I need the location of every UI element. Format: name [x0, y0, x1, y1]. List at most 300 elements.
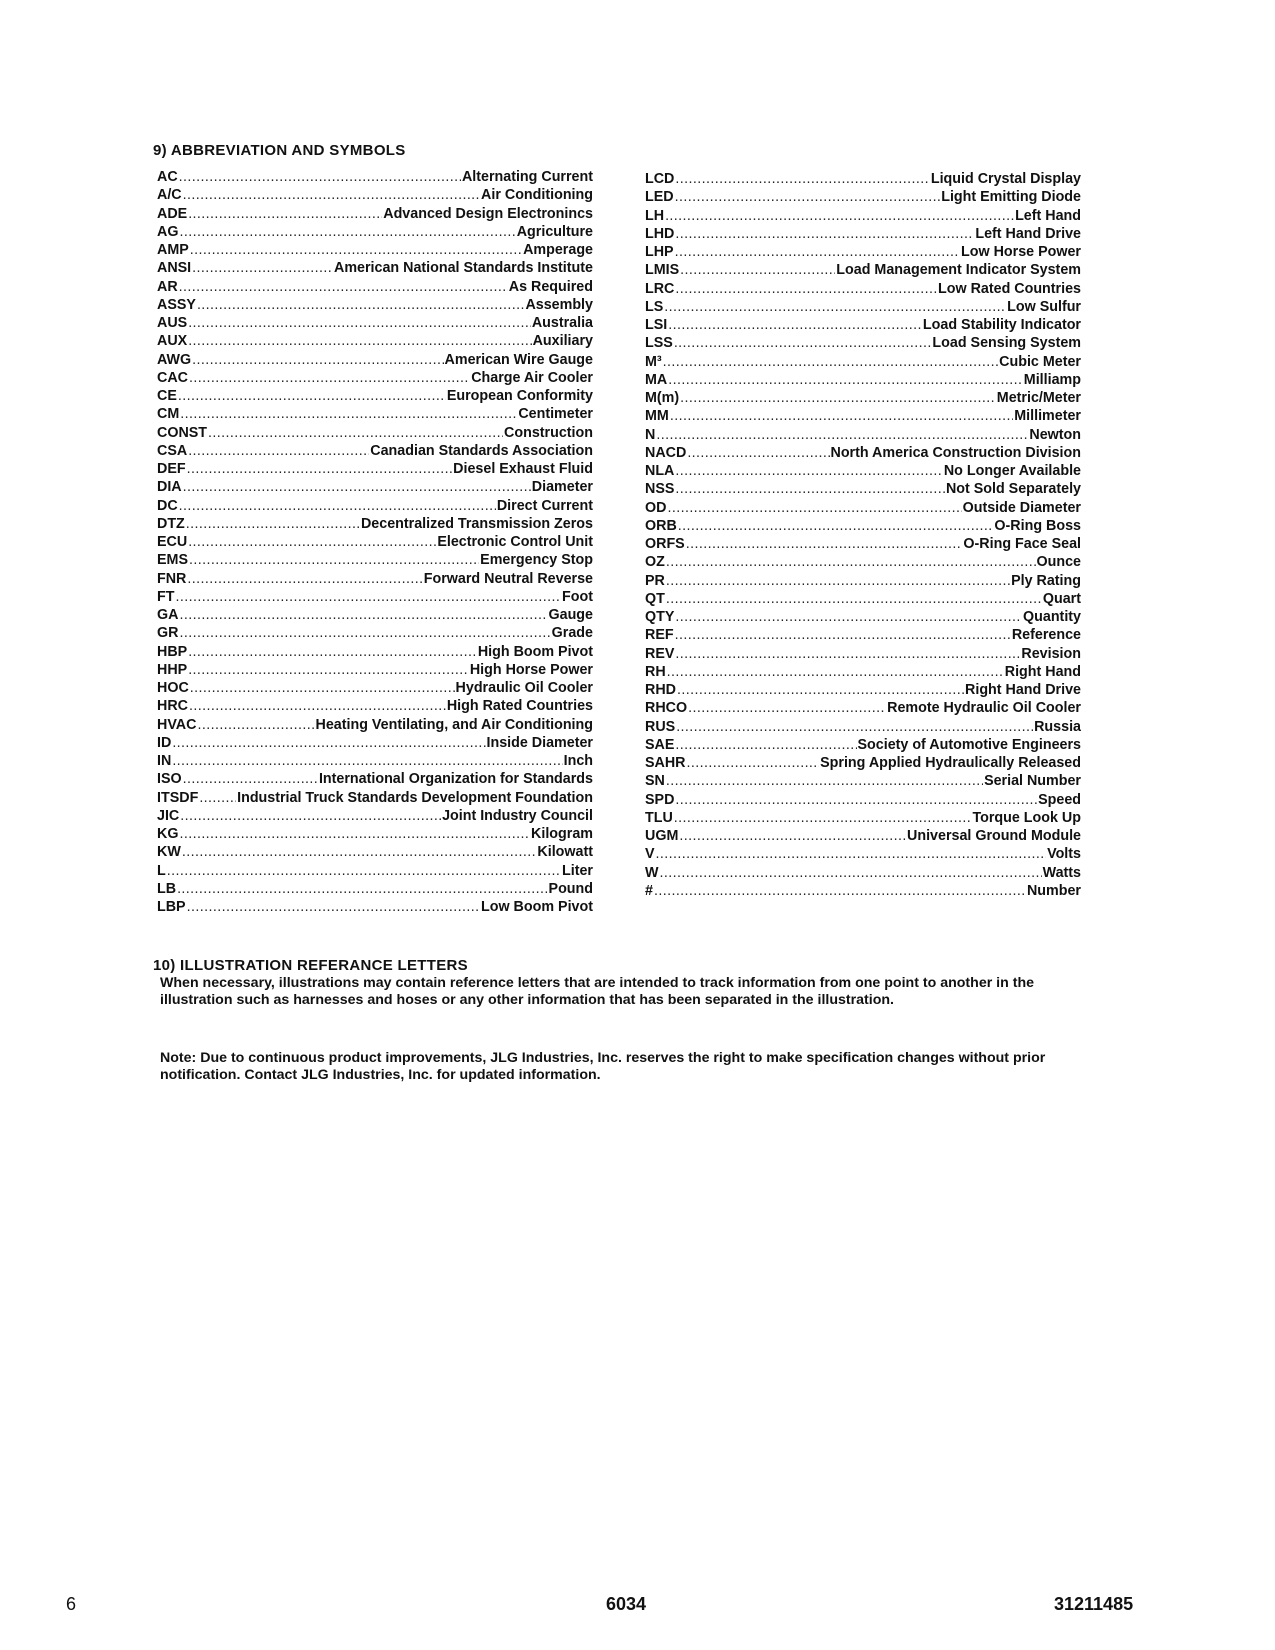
abbreviation-entry — [157, 843, 593, 861]
abbreviation-entry — [157, 643, 593, 661]
abbreviation-entry — [645, 791, 1081, 809]
dot-leader — [188, 442, 369, 460]
abbreviation-meaning: Inch — [563, 753, 593, 769]
dot-leader — [679, 827, 906, 845]
abbreviation: QTY — [645, 609, 675, 625]
abbreviation: AC — [157, 169, 178, 185]
abbreviation: LHP — [645, 244, 674, 260]
abbreviation: M³ — [645, 353, 662, 370]
abbreviation: HOC — [157, 680, 189, 696]
dot-leader — [179, 497, 496, 515]
abbreviation-meaning: Not Sold Separately — [945, 481, 1081, 498]
abbreviation-meaning: High Boom Pivot — [477, 643, 593, 660]
dot-leader — [172, 752, 562, 770]
abbreviation-meaning: O-Ring Boss — [994, 517, 1081, 534]
dot-leader — [182, 843, 537, 861]
abbreviation-entry — [157, 716, 593, 734]
abbreviation-entry — [157, 314, 593, 332]
abbreviation-entry — [645, 444, 1081, 462]
dot-leader — [186, 515, 360, 533]
abbreviation: M(m) — [645, 390, 680, 406]
abbreviation-meaning: European Conformity — [446, 388, 593, 404]
dot-leader — [188, 643, 477, 661]
abbreviation-entry — [157, 551, 593, 569]
abbreviation-entry — [645, 407, 1081, 425]
dot-leader — [675, 736, 856, 754]
abbreviation: PR — [645, 572, 665, 589]
dot-leader — [192, 259, 333, 277]
abbreviation-entry — [645, 280, 1081, 298]
abbreviation-entry — [645, 188, 1081, 206]
dot-leader — [675, 188, 941, 206]
abbreviation-entry — [157, 661, 593, 679]
abbreviation-entry — [157, 278, 593, 296]
dot-leader — [208, 424, 503, 442]
abbreviation-meaning: Number — [1026, 882, 1081, 899]
abbreviation-entry — [157, 789, 593, 807]
specification-note: Note: Due to continuous product improvements, JLG Industries, Inc. reserves the right to make specification changes without prior notification. Contact JLG Industries, Inc. for updated information. — [160, 1050, 1046, 1083]
abbreviation: NSS — [645, 481, 675, 498]
dot-leader — [675, 170, 929, 188]
abbreviation: CONST — [157, 424, 208, 441]
abbreviation-meaning: High Rated Countries — [446, 698, 593, 715]
abbreviation-entry — [645, 499, 1081, 517]
abbreviation: LSI — [645, 317, 668, 333]
dot-leader — [189, 551, 479, 569]
abbreviation-entry — [157, 515, 593, 533]
dot-leader — [667, 499, 961, 517]
abbreviation-meaning: American Wire Gauge — [444, 351, 593, 368]
abbreviation-entry — [157, 679, 593, 697]
abbreviation-entry — [645, 207, 1081, 225]
abbreviation-meaning: Diameter — [531, 479, 593, 496]
abbreviation-meaning: Advanced Design Electronincs — [383, 205, 593, 222]
abbreviation: ANSI — [157, 260, 192, 277]
abbreviation: MM — [645, 408, 669, 425]
abbreviation: HBP — [157, 643, 188, 660]
abbreviation: DC — [157, 497, 178, 514]
abbreviation-meaning: Liter — [562, 862, 593, 879]
abbreviation-entry — [645, 334, 1081, 352]
dot-leader — [667, 663, 1004, 681]
abbreviation: KG — [157, 826, 179, 842]
dot-leader — [666, 572, 1010, 590]
abbreviation-meaning: Australia — [531, 315, 593, 331]
dot-leader — [188, 661, 469, 679]
abbreviation-meaning: Russia — [1034, 718, 1081, 735]
abbreviation-entry — [157, 332, 593, 350]
abbreviation: L — [157, 862, 166, 879]
dot-leader — [656, 426, 1028, 444]
dot-leader — [199, 789, 236, 807]
abbreviation-meaning: Gauge — [548, 607, 593, 623]
abbreviation-meaning: Remote Hydraulic Oil Cooler — [887, 700, 1081, 717]
abbreviation: LMIS — [645, 262, 680, 279]
abbreviation: DEF — [157, 461, 186, 477]
abbreviation-list-left — [157, 168, 593, 916]
abbreviation-entry — [645, 882, 1081, 900]
abbreviation-entry — [645, 626, 1081, 644]
dot-leader — [664, 298, 1006, 316]
footer-page-number: 6 — [66, 1594, 77, 1614]
abbreviation-meaning: Outside Diameter — [962, 499, 1081, 516]
abbreviation-meaning: Agriculture — [516, 223, 593, 240]
abbreviation-entry — [157, 168, 593, 186]
abbreviation: JIC — [157, 807, 180, 824]
abbreviation-meaning: Assembly — [525, 296, 593, 313]
dot-leader — [192, 351, 443, 369]
abbreviation-entry — [645, 243, 1081, 261]
abbreviation-entry — [157, 862, 593, 880]
abbreviation-entry — [645, 298, 1081, 316]
section-10-text: When necessary, illustrations may contain reference letters that are intended to track information from one point to another in the illustration such as harnesses and hoses or any other information that has been separated in the illustration. — [160, 975, 1035, 1008]
abbreviation-meaning: Foot — [562, 588, 593, 605]
abbreviation-meaning: Serial Number — [984, 773, 1081, 790]
abbreviation: ECU — [157, 534, 188, 550]
dot-leader — [172, 734, 485, 752]
abbreviation-meaning: Low Rated Countries — [938, 280, 1081, 297]
abbreviation-meaning: Right Hand — [1004, 663, 1081, 680]
abbreviation-meaning: Inside Diameter — [486, 734, 593, 751]
abbreviation-meaning: Construction — [504, 424, 593, 441]
abbreviation-meaning: Diesel Exhaust Fluid — [453, 461, 593, 477]
abbreviation-meaning: Joint Industry Council — [442, 807, 593, 824]
abbreviation: LB — [157, 880, 177, 897]
abbreviation-meaning: Hydraulic Oil Cooler — [455, 680, 593, 696]
abbreviation: V — [645, 846, 655, 863]
abbreviation-meaning: Newton — [1029, 426, 1081, 443]
abbreviation-meaning: Metric/Meter — [996, 390, 1081, 406]
abbreviation-entry — [645, 809, 1081, 827]
footer-model-number: 6034 — [606, 1594, 647, 1614]
dot-leader — [167, 862, 561, 880]
dot-leader — [188, 314, 531, 332]
abbreviation: ID — [157, 734, 172, 751]
dot-leader — [680, 261, 835, 279]
dot-leader — [680, 389, 996, 407]
dot-leader — [665, 207, 1014, 225]
abbreviation-meaning: Low Sulfur — [1007, 298, 1081, 315]
abbreviation-entry — [645, 736, 1081, 754]
abbreviation: AMP — [157, 242, 189, 258]
abbreviation-entry — [157, 770, 593, 788]
abbreviation-meaning: Industrial Truck Standards Development Foundation — [237, 789, 593, 806]
abbreviation: W — [645, 864, 659, 881]
abbreviation: LSS — [645, 335, 673, 352]
abbreviation: SPD — [645, 791, 675, 808]
dot-leader — [675, 626, 1011, 644]
dot-leader — [189, 369, 470, 387]
abbreviation-entry — [645, 261, 1081, 279]
abbreviation-entry — [645, 353, 1081, 371]
abbreviation: AG — [157, 223, 179, 240]
abbreviation: LHD — [645, 225, 675, 242]
abbreviation-meaning: Amperage — [523, 242, 593, 258]
abbreviation-meaning: Alternating Current — [461, 169, 593, 185]
dot-leader — [188, 205, 382, 223]
abbreviation-meaning: Heating Ventilating, and Air Conditioning — [315, 716, 593, 733]
abbreviation-meaning: High Horse Power — [469, 661, 593, 678]
dot-leader — [668, 371, 1023, 389]
abbreviation-meaning: Low Horse Power — [961, 244, 1081, 260]
abbreviation-meaning: Watts — [1042, 864, 1081, 881]
abbreviation: HRC — [157, 698, 188, 715]
abbreviation-list-right — [645, 170, 1081, 900]
abbreviation: FNR — [157, 570, 187, 587]
abbreviation-entry — [157, 734, 593, 752]
abbreviation-meaning: Grade — [551, 625, 593, 642]
abbreviation: CM — [157, 406, 180, 423]
abbreviation: LED — [645, 189, 674, 206]
abbreviation-meaning: Universal Ground Module — [907, 828, 1081, 844]
section-9-heading: 9) ABBREVIATION AND SYMBOLS — [153, 142, 406, 159]
abbreviation: LCD — [645, 171, 675, 187]
abbreviation-entry — [645, 225, 1081, 243]
abbreviation-entry — [645, 608, 1081, 626]
abbreviation-meaning: Milliamp — [1023, 371, 1081, 388]
abbreviation: CSA — [157, 442, 188, 459]
abbreviation: NLA — [645, 463, 675, 479]
abbreviation: MA — [645, 371, 668, 388]
footer-document-number: 31211485 — [1054, 1594, 1134, 1614]
dot-leader — [687, 444, 829, 462]
abbreviation-meaning: Direct Current — [496, 497, 593, 514]
abbreviation-entry — [645, 572, 1081, 590]
abbreviation: AWG — [157, 351, 192, 368]
dot-leader — [668, 316, 922, 334]
abbreviation-entry — [157, 405, 593, 423]
abbreviation: CE — [157, 388, 177, 404]
abbreviation-entry — [157, 570, 593, 588]
dot-leader — [666, 553, 1036, 571]
abbreviation-entry — [645, 389, 1081, 407]
abbreviation-entry — [157, 497, 593, 515]
abbreviation-meaning: No Longer Available — [943, 463, 1081, 479]
abbreviation: LRC — [645, 280, 675, 297]
abbreviation-meaning: Liquid Crystal Display — [930, 171, 1081, 187]
abbreviation-entry — [157, 807, 593, 825]
abbreviation-meaning: Right Hand Drive — [965, 682, 1081, 698]
dot-leader — [179, 168, 461, 186]
abbreviation-entry — [645, 754, 1081, 772]
abbreviation-meaning: Forward Neutral Reverse — [423, 570, 593, 587]
abbreviation-entry — [157, 186, 593, 204]
abbreviation: SAE — [645, 736, 675, 753]
abbreviation-entry — [157, 460, 593, 478]
abbreviation-meaning: Speed — [1038, 791, 1081, 808]
abbreviation-meaning: Centimeter — [518, 406, 593, 423]
abbreviation: LBP — [157, 899, 186, 915]
abbreviation-entry — [157, 223, 593, 241]
abbreviation-entry — [645, 426, 1081, 444]
dot-leader — [656, 845, 1047, 863]
dot-leader — [674, 334, 932, 352]
abbreviation-entry — [645, 590, 1081, 608]
abbreviation-entry — [645, 517, 1081, 535]
abbreviation-meaning: Electronic Control Unit — [437, 534, 593, 550]
abbreviation-entry — [645, 772, 1081, 790]
abbreviation-meaning: Left Hand Drive — [975, 225, 1081, 242]
abbreviation: ISO — [157, 771, 182, 788]
abbreviation-meaning: Air Conditioning — [481, 187, 593, 204]
dot-leader — [183, 770, 318, 788]
abbreviation: REF — [645, 627, 674, 644]
abbreviation-entry — [157, 533, 593, 551]
dot-leader — [678, 517, 994, 535]
dot-leader — [188, 332, 531, 350]
abbreviation-meaning: International Organization for Standards — [318, 771, 593, 788]
abbreviation-entry — [645, 827, 1081, 845]
dot-leader — [660, 864, 1042, 882]
abbreviation-entry — [157, 424, 593, 442]
abbreviation: FT — [157, 588, 175, 605]
dot-leader — [187, 460, 453, 478]
abbreviation: RUS — [645, 718, 676, 735]
abbreviation-entry — [157, 296, 593, 314]
abbreviation-meaning: Kilowatt — [537, 844, 593, 861]
abbreviation-entry — [645, 845, 1081, 863]
section-10-heading: 10) ILLUSTRATION REFERANCE LETTERS — [153, 957, 468, 974]
abbreviation-meaning: Cubic Meter — [999, 353, 1081, 370]
abbreviation-entry — [645, 371, 1081, 389]
dot-leader — [674, 809, 972, 827]
abbreviation-entry — [157, 606, 593, 624]
abbreviation: # — [645, 882, 653, 899]
abbreviation-meaning: Spring Applied Hydraulically Released — [820, 755, 1081, 771]
abbreviation: CAC — [157, 369, 188, 386]
abbreviation-meaning: Load Sensing System — [932, 335, 1081, 352]
dot-leader — [180, 807, 441, 825]
dot-leader — [197, 296, 525, 314]
abbreviation-entry — [157, 442, 593, 460]
abbreviation: RHCO — [645, 700, 688, 717]
dot-leader — [675, 608, 1022, 626]
abbreviation: SN — [645, 773, 665, 790]
dot-leader — [675, 280, 937, 298]
abbreviation-meaning: Decentralized Transmission Zeros — [360, 515, 593, 532]
abbreviation: A/C — [157, 187, 182, 204]
abbreviation-entry — [645, 718, 1081, 736]
abbreviation: AUX — [157, 333, 188, 350]
abbreviation-meaning: Auxiliary — [532, 333, 593, 350]
abbreviation-meaning: Pound — [548, 880, 593, 897]
dot-leader — [183, 186, 480, 204]
abbreviation: ORB — [645, 517, 677, 534]
dot-leader — [179, 825, 530, 843]
abbreviation: LH — [645, 207, 665, 224]
dot-leader — [177, 880, 547, 898]
abbreviation-entry — [157, 387, 593, 405]
abbreviation: SAHR — [645, 755, 686, 771]
abbreviation: ORFS — [645, 536, 685, 552]
abbreviation-entry — [645, 864, 1081, 882]
abbreviation: AR — [157, 278, 178, 295]
abbreviation-meaning: Reference — [1011, 627, 1081, 644]
abbreviation-meaning: Load Stability Indicator — [922, 317, 1081, 333]
abbreviation-entry — [157, 351, 593, 369]
abbreviation: IN — [157, 753, 172, 769]
abbreviation: ASSY — [157, 296, 196, 313]
abbreviation-meaning: O-Ring Face Seal — [963, 536, 1081, 552]
abbreviation-entry — [645, 462, 1081, 480]
dot-leader — [675, 462, 942, 480]
abbreviation-meaning: As Required — [508, 278, 593, 295]
abbreviation-entry — [645, 645, 1081, 663]
abbreviation-entry — [157, 241, 593, 259]
abbreviation: NACD — [645, 444, 687, 461]
abbreviation: AUS — [157, 315, 188, 331]
abbreviation-entry — [157, 697, 593, 715]
dot-leader — [666, 772, 983, 790]
abbreviation-entry — [157, 624, 593, 642]
abbreviation: RHD — [645, 682, 676, 698]
dot-leader — [187, 898, 480, 916]
abbreviation: HVAC — [157, 716, 197, 733]
abbreviation-meaning: Load Management Indicator System — [836, 262, 1081, 279]
dot-leader — [675, 243, 960, 261]
abbreviation-entry — [157, 898, 593, 916]
abbreviation-entry — [157, 369, 593, 387]
dot-leader — [675, 791, 1037, 809]
abbreviation: OD — [645, 499, 667, 516]
abbreviation-entry — [157, 752, 593, 770]
abbreviation-entry — [645, 170, 1081, 188]
abbreviation-entry — [645, 480, 1081, 498]
dot-leader — [178, 387, 446, 405]
abbreviation-entry — [157, 588, 593, 606]
dot-leader — [179, 223, 515, 241]
dot-leader — [688, 699, 886, 717]
abbreviation-meaning: Left Hand — [1015, 207, 1081, 224]
abbreviation: TLU — [645, 809, 673, 826]
dot-leader — [187, 570, 422, 588]
abbreviation: UGM — [645, 828, 679, 844]
abbreviation-meaning: Ounce — [1036, 554, 1081, 571]
dot-leader — [189, 697, 446, 715]
dot-leader — [179, 278, 508, 296]
abbreviation-entry — [157, 880, 593, 898]
abbreviation-meaning: American National Standards Institute — [334, 260, 593, 277]
abbreviation-entry — [645, 699, 1081, 717]
abbreviation: DTZ — [157, 515, 185, 532]
abbreviation-meaning: Canadian Standards Association — [370, 442, 593, 459]
abbreviation-meaning: Volts — [1047, 846, 1081, 863]
dot-leader — [686, 535, 963, 553]
abbreviation-meaning: Society of Automotive Engineers — [857, 736, 1081, 753]
dot-leader — [188, 533, 436, 551]
abbreviation: HHP — [157, 661, 188, 678]
abbreviation-meaning: North America Construction Division — [830, 444, 1081, 461]
abbreviation: KW — [157, 844, 181, 861]
dot-leader — [197, 716, 314, 734]
abbreviation-meaning: Ply Rating — [1011, 572, 1081, 589]
abbreviation-meaning: Emergency Stop — [480, 552, 593, 569]
dot-leader — [670, 407, 1013, 425]
abbreviation-meaning: Low Boom Pivot — [481, 899, 593, 915]
abbreviation-entry — [157, 825, 593, 843]
dot-leader — [666, 590, 1042, 608]
dot-leader — [180, 405, 517, 423]
abbreviation-meaning: Light Emitting Diode — [941, 189, 1081, 206]
abbreviation: DIA — [157, 479, 182, 496]
dot-leader — [676, 718, 1033, 736]
abbreviation: REV — [645, 645, 675, 662]
dot-leader — [687, 754, 820, 772]
abbreviation-meaning: Revision — [1021, 645, 1081, 662]
abbreviation-entry — [157, 259, 593, 277]
abbreviation: N — [645, 426, 656, 443]
abbreviation-meaning: Quart — [1042, 590, 1081, 607]
